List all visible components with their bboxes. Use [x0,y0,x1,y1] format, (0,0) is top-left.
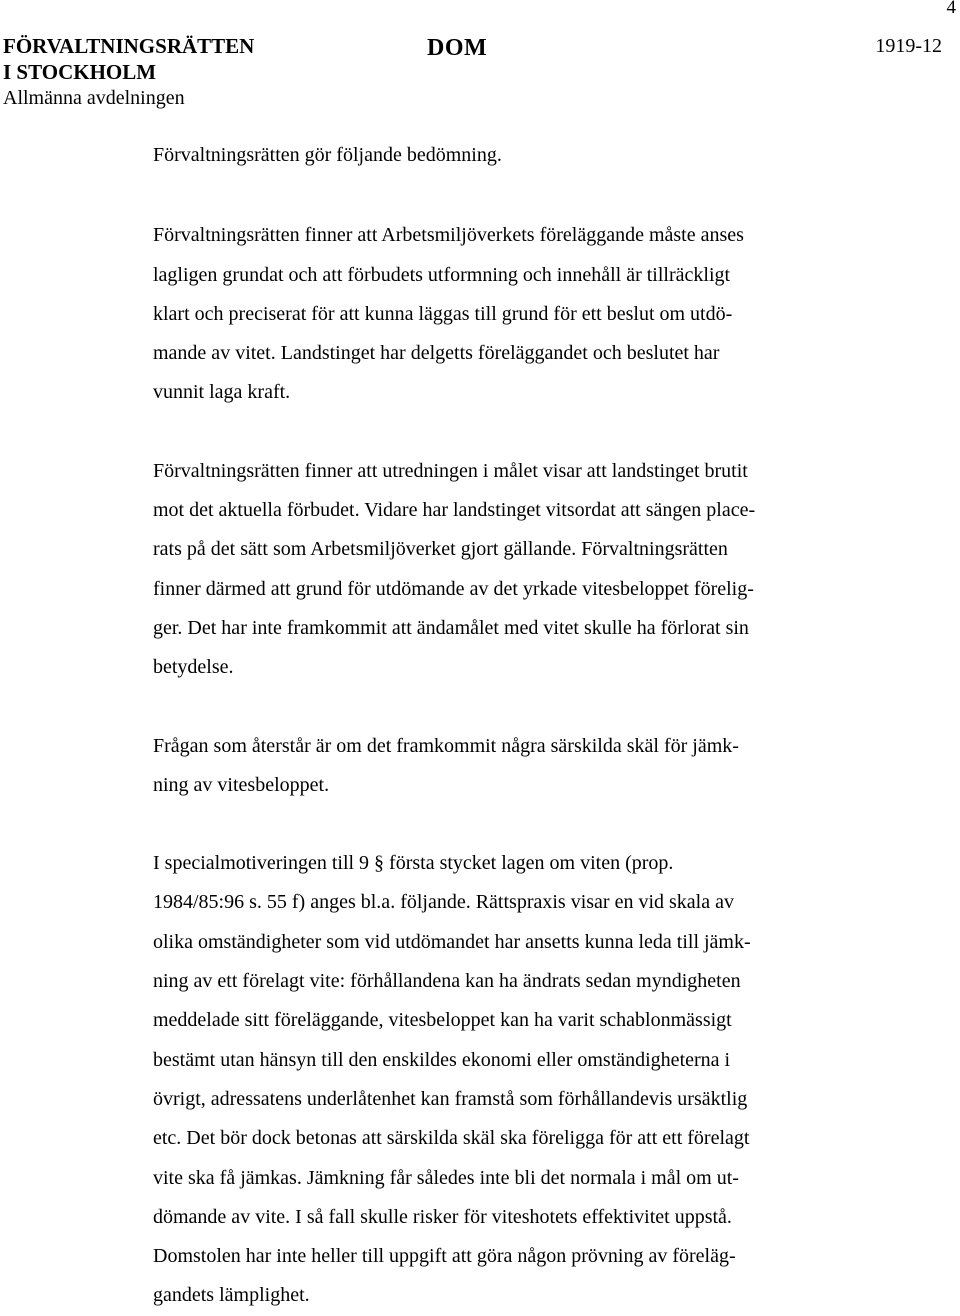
text-line: mande av vitet. Landstinget har delgetts föreläggandet och beslutet har [153,342,720,365]
text-line: betydelse. [153,656,234,679]
text-line: Förvaltningsrätten finner att Arbetsmiljöverkets föreläggande måste anses [153,224,744,247]
text-line: Förvaltningsrätten finner att utredningen i målet visar att landstinget brutit [153,459,748,482]
text-line: etc. Det bör dock betonas att särskilda skäl ska föreligga för att ett förelagt [153,1127,750,1150]
text-line: ning av ett förelagt vite: förhållandena kan ha ändrats sedan myndigheten [153,970,741,993]
court-block [3,33,254,111]
document-header [3,33,942,113]
intro-paragraph [153,136,843,175]
document-body [153,136,843,1316]
paragraph-4 [153,844,843,1316]
page-number: 4 [946,0,956,18]
department-name: Allmänna avdelningen [3,87,185,109]
paragraph-3 [153,727,843,806]
text-line: finner därmed att grund för utdömande av det yrkade vitesbeloppet förelig- [153,577,754,600]
text-line: meddelade sitt föreläggande, vitesbeloppet kan ha varit schablonmässigt [153,1009,732,1032]
court-name-line1: FÖRVALTNINGSRÄTTEN [3,34,255,58]
text-line: klart och preciserat för att kunna läggas till grund för ett beslut om utdö- [153,302,733,325]
text-line: ger. Det har inte framkommit att ändamålet med vitet skulle ha förlorat sin [153,616,749,639]
text-line: mot det aktuella förbudet. Vidare har landstinget vitsordat att sängen place- [153,499,756,522]
case-number: 1919-12 [875,35,942,57]
text-line: lagligen grundat och att förbudets utformning och innehåll är tillräckligt [153,263,731,286]
paragraph-2 [153,452,843,688]
document-type: DOM [427,35,488,61]
paragraph-1 [153,216,843,412]
text-line: rats på det sätt som Arbetsmiljöverket gjort gällande. Förvaltningsrätten [153,538,728,561]
text-line: 1984/85:96 s. 55 f) anges bl.a. följande. Rättspraxis visar en vid skala av [153,891,734,914]
text-line: dömande av vite. I så fall skulle risker för viteshotets effektivitet uppstå. [153,1205,732,1228]
text-line: vunnit laga kraft. [153,381,291,404]
text-line: vite ska få jämkas. Jämkning får således inte bli det normala i mål om ut- [153,1166,739,1189]
text-line: ning av vitesbeloppet. [153,773,330,796]
text-line: bestämt utan hänsyn till den enskildes ekonomi eller omständigheterna i [153,1048,731,1071]
text-line: Frågan som återstår är om det framkommit några särskilda skäl för jämk- [153,734,739,757]
text-line: I specialmotiveringen till 9 § första stycket lagen om viten (prop. [153,852,674,875]
text-line: gandets lämplighet. [153,1284,310,1307]
text-line: olika omständigheter som vid utdömandet har ansetts kunna leda till jämk- [153,930,751,953]
court-name-line2: I STOCKHOLM [3,60,157,84]
text-line: Förvaltningsrätten gör följande bedömning. [153,144,502,166]
text-line: Domstolen har inte heller till uppgift att göra någon prövning av föreläg- [153,1245,736,1268]
text-line: övrigt, adressatens underlåtenhet kan framstå som förhållandevis ursäktlig [153,1087,748,1110]
